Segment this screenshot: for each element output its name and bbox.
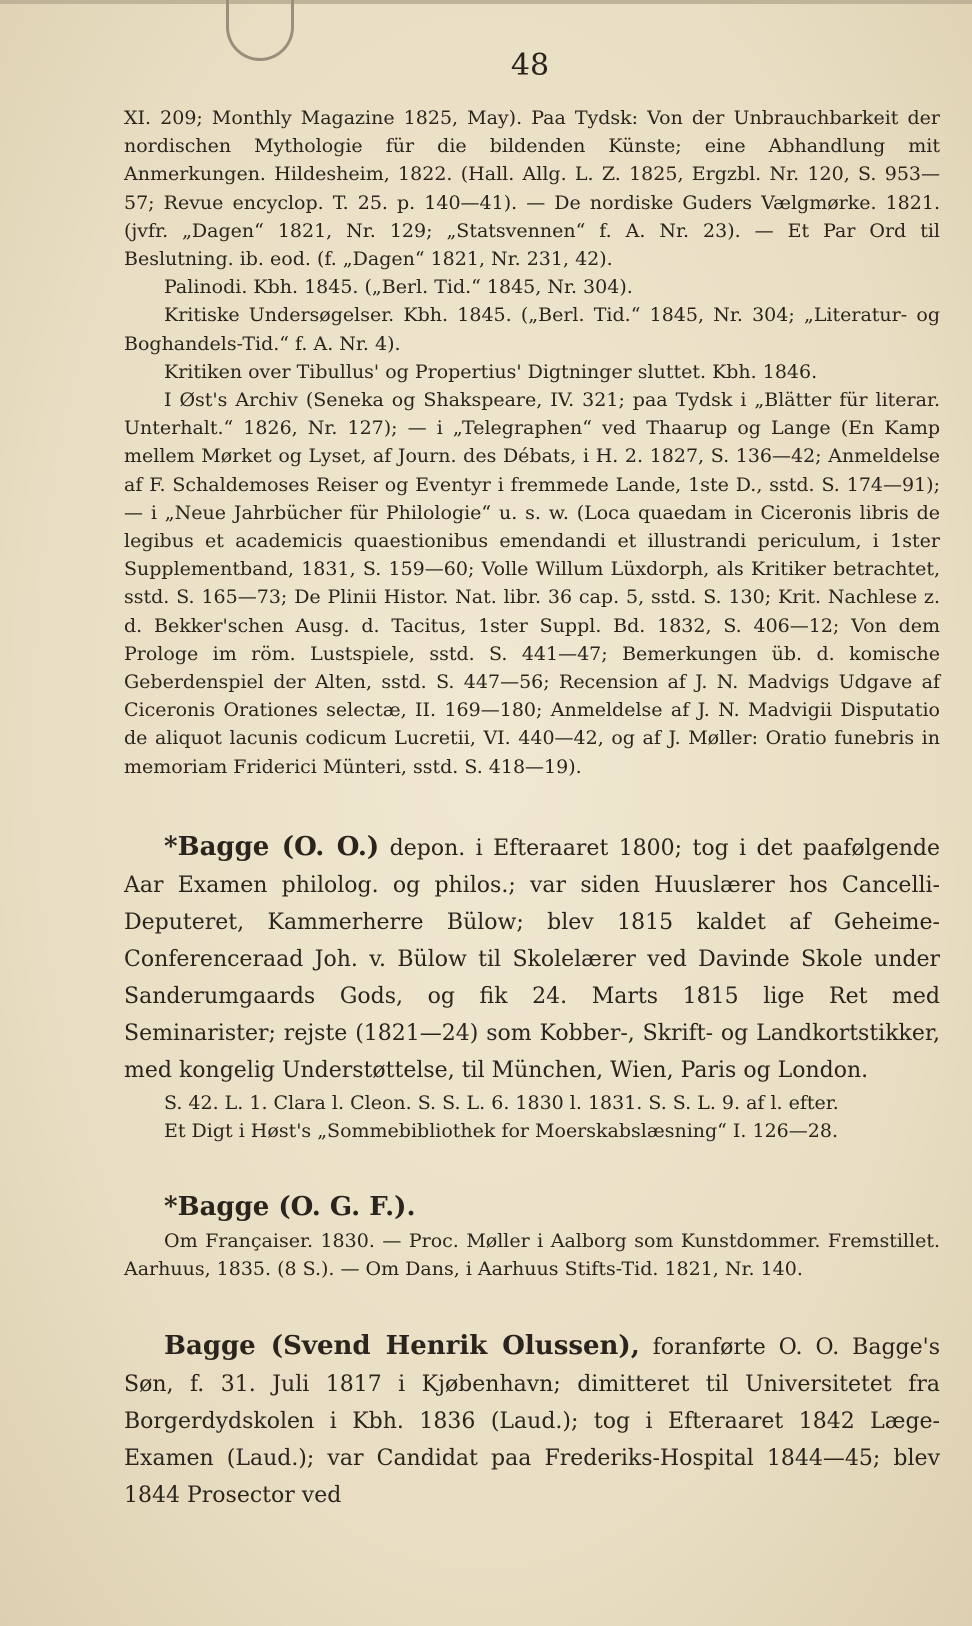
section-gap — [124, 1145, 940, 1189]
section-gap — [124, 1284, 940, 1328]
entry-heading-bagge-ogf: *Bagge (O. G. F.). — [164, 1192, 416, 1223]
page-top-edge — [0, 0, 972, 4]
text-body — [124, 104, 940, 1514]
entry-bagge-oo — [124, 829, 940, 1089]
paragraph-palinodi: Palinodi. Kbh. 1845. („Berl. Tid.“ 1845, Nr. 304). — [164, 276, 633, 299]
section-gap — [124, 781, 940, 829]
paragraph-digt: Et Digt i Høst's „Sommebibliothek for Moerskabslæsning“ I. 126—28. — [164, 1120, 838, 1143]
page-number: 48 — [510, 48, 550, 83]
paragraph-references: XI. 209; Monthly Magazine 1825, May). Paa Tydsk: Von der Unbrauchbarkeit der nordischen Mythologie für die bildenden Künste; eine Abhandlung mit Anmerkungen. Hildesheim, 1822. (Hall. Allg. L. Z. 1825, Ergzbl. Nr. 120, S. 953—57; Revue encyclop. T. 25. p. 140—41). — De nordiske Guders Vælgmørke. 1821. (jvfr. „Dagen“ 1821, Nr. 129; „Statsvennen“ f. A. Nr. 23). — Et Par Ord til Beslutning. ib. eod. (f. „Dagen“ 1821, Nr. 231, 42). — [124, 107, 940, 271]
entry-heading-bagge-ogf-line — [124, 1189, 940, 1227]
entry-heading-bagge-oo: *Bagge (O. O.) — [164, 831, 380, 862]
paragraph-kritiske: Kritiske Undersøgelser. Kbh. 1845. („Berl. Tid.“ 1845, Nr. 304; „Literatur- og Boghandels-Tid.“ f. A. Nr. 4). — [124, 304, 940, 355]
entry-body-bagge-oo: depon. i Efteraaret 1800; tog i det paafølgende Aar Examen philolog. og philos.; var siden Huuslærer hos Cancelli-Deputeret, Kammerherre Bülow; blev 1815 kaldet af Geheime-Conferenceraad Joh. v. Bülow til Skolelærer ved Davinde Skole under Sanderumgaards Gods, og fik 24. Marts 1815 lige Ret med Seminarister; rejste (1821—24) som Kobber-, Skrift- og Landkortstikker, med kongelig Understøttelse, til München, Wien, Paris og London. — [124, 835, 940, 1083]
paragraph-archiv: I Øst's Archiv (Seneka og Shakspeare, IV. 321; paa Tydsk i „Blätter für literar. Unterhalt.“ 1826, Nr. 127); — i „Telegraphen“ ved Thaarup og Lange (En Kamp mellem Mørket og Lyset, af Journ. des Débats, i H. 2. 1827, S. 136—42; Anmeldelse af F. Schaldemoses Reiser og Eventyr i fremmede Lande, 1ste D., sstd. S. 174—91); — i „Neue Jahrbücher für Philologie“ u. s. w. (Loca quaedam in Ciceronis libris de legibus et academicis quaestionibus emendandi et illustrandi periculum, i 1ster Supplementband, 1831, S. 159—60; Volle Willum Lüxdorph, als Kritiker betrachtet, sstd. S. 165—73; De Plinii Histor. Nat. libr. 36 cap. 5, sstd. S. 130; Krit. Nachlese z. d. Bekker'schen Ausg. d. Tacitus, 1ster Suppl. Bd. 1832, S. 406—12; Von dem Prologe im röm. Lustspiele, sstd. S. 441—47; Bemerkungen üb. d. komische Geberdenspiel der Alten, sstd. S. 447—56; Recension af J. N. Madvigs Udgave af Ciceronis Orationes selectæ, II. 169—180; Anmeldelse af J. N. Madvigii Disputatio de aliquot lacunis codicum Lucretii, VI. 440—42, og af J. Møller: Oratio funebris in memoriam Friderici Münteri, sstd. S. 418—19). — [124, 389, 940, 778]
entry-bagge-svend — [124, 1328, 940, 1514]
entry-body-bagge-svend: foranførte O. O. Bagge's Søn, f. 31. Juli 1817 i Kjøbenhavn; dimitteret til Universitetet fra Borgerdydskolen i Kbh. 1836 (Laud.); tog i Efteraaret 1842 Læge-Examen (Laud.); var Candidat paa Frederiks-Hospital 1844—45; blev 1844 Prosector ved — [124, 1334, 940, 1508]
paragraph-kritiken: Kritiken over Tibullus' og Propertius' Digtninger sluttet. Kbh. 1846. — [164, 360, 818, 383]
entry-heading-bagge-svend: Bagge (Svend Henrik Olussen), — [164, 1330, 640, 1361]
entry-body-bagge-ogf: Om Françaiser. 1830. — Proc. Møller i Aalborg som Kunstdommer. Fremstillet. Aarhuus, 1835. (8 S.). — Om Dans, i Aarhuus Stifts-Tid. 1821, Nr. 140. — [124, 1230, 940, 1281]
paragraph-errata: S. 42. L. 1. Clara l. Cleon. S. S. L. 6. 1830 l. 1831. S. S. L. 9. af l. efter. — [164, 1091, 839, 1114]
